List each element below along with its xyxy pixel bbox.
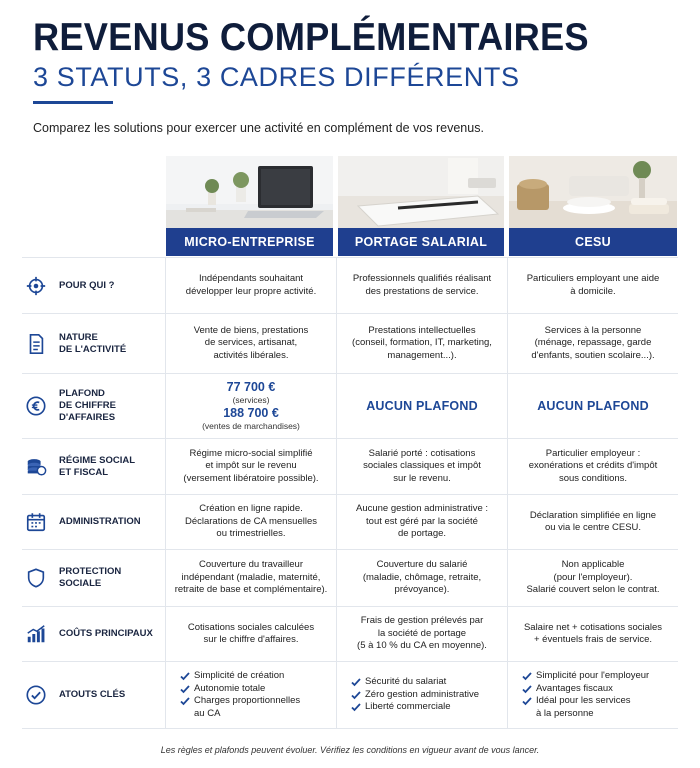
ceiling-services-amount: 77 700 € (226, 380, 276, 394)
target-icon (25, 275, 47, 297)
cell-portage (337, 662, 507, 728)
list-item: Avantages fiscaux (522, 683, 649, 696)
check-icon (522, 684, 532, 694)
check-icon (180, 696, 190, 706)
cell-portage: AUCUN PLAFOND (366, 398, 478, 413)
laptop-desk-photo (166, 156, 333, 228)
row-nature-activite (22, 313, 678, 373)
document-icon (25, 333, 47, 355)
cell-cesu: Salaire net + cotisations sociales + éventuels frais de service. (523, 621, 663, 645)
cell-portage: Aucune gestion administrative : tout est géré par la société de portage. (355, 503, 489, 540)
page-title: REVENUS COMPLÉMENTAIRES (33, 16, 589, 59)
list-item: Liberté commerciale (351, 701, 479, 714)
row-atouts (22, 661, 678, 729)
list-item: Autonomie totale (180, 683, 300, 696)
cell-micro: Couverture du travailleur indépendant (maladie, maternité, retraite de base et complémentaire). (174, 559, 328, 596)
shield-icon (25, 567, 47, 589)
list-item: Sécurité du salariat (351, 676, 479, 689)
row-label: RÉGIME SOCIAL ET FISCAL (59, 454, 136, 478)
row-pour-qui (22, 257, 678, 313)
ceiling-goods-amount: 188 700 € (223, 406, 279, 420)
check-icon (522, 671, 532, 681)
row-regime (22, 438, 678, 494)
cell-portage: Prestations intellectuelles (conseil, formation, IT, marketing, management...). (352, 324, 492, 361)
title-underline (33, 101, 113, 104)
cell-portage: Frais de gestion prélevés par la société de portage (5 à 10 % du CA en moyenne). (357, 615, 487, 652)
ceiling-goods-label: (ventes de marchandises) (202, 421, 300, 431)
row-label: PROTECTION SOCIALE (59, 566, 122, 589)
bar-chart-icon (25, 623, 47, 645)
cell-cesu: Particuliers employant une aide à domicile. (526, 273, 660, 297)
calendar-icon (25, 511, 47, 533)
cell-micro (166, 662, 336, 728)
row-plafond (22, 373, 678, 438)
ceiling-services-label: (services) (232, 395, 270, 405)
check-icon (180, 671, 190, 681)
cell-portage: Salarié porté : cotisations sociales classiques et impôt sur le revenu. (363, 447, 481, 484)
check-icon (522, 696, 532, 706)
check-icon (180, 684, 190, 694)
cell-cesu: AUCUN PLAFOND (537, 398, 649, 413)
row-label: PLAFOND DE CHIFFRE D'AFFAIRES (59, 388, 116, 423)
cell-cesu (508, 662, 678, 728)
row-label: POUR QUI ? (59, 279, 115, 291)
row-administration (22, 494, 678, 549)
list-item: Charges proportionnelles au CA (180, 695, 300, 720)
column-header-portage-salarial: PORTAGE SALARIAL (338, 228, 504, 256)
row-label: ADMINISTRATION (59, 516, 141, 527)
check-icon (351, 677, 361, 687)
row-couts (22, 606, 678, 661)
cell-micro (166, 374, 336, 438)
cell-portage: Couverture du salarié (maladie, chômage, retraite, prévoyance). (362, 559, 482, 596)
cell-cesu: Non applicable (pour l'employeur). Salarié couvert selon le contrat. (526, 559, 660, 596)
column-header-micro-entreprise: MICRO-ENTREPRISE (166, 228, 333, 256)
cell-cesu: Particulier employeur : exonérations et crédits d'impôt sous conditions. (528, 447, 658, 484)
page-subtitle: 3 STATUTS, 3 CADRES DIFFÉRENTS (33, 62, 520, 92)
list-item: Simplicité de création (180, 670, 300, 683)
cell-micro: Régime micro-social simplifié et impôt sur le revenu (versement libératoire possible). (183, 447, 319, 484)
coins-icon (25, 456, 47, 478)
euro-icon (25, 395, 47, 417)
list-item: Zéro gestion administrative (351, 689, 479, 702)
row-label: NATURE DE L'ACTIVITÉ (59, 331, 127, 355)
list-item: Simplicité pour l'employeur (522, 670, 649, 683)
list-item: Idéal pour les services à la personne (522, 695, 649, 720)
check-circle-icon (25, 684, 47, 706)
row-protection-sociale (22, 549, 678, 606)
footer-note: Les règles et plafonds peuvent évoluer. Vérifiez les conditions en vigueur avant de vous lancer. (160, 745, 540, 755)
row-label: ATOUTS CLÉS (59, 689, 126, 700)
check-icon (351, 702, 361, 712)
cell-cesu: Déclaration simplifiée en ligne ou via le centre CESU. (529, 509, 657, 533)
check-icon (351, 690, 361, 700)
row-label: COÛTS PRINCIPAUX (59, 628, 153, 639)
home-laundry-photo (509, 156, 677, 228)
notebook-pen-photo (338, 156, 504, 228)
cell-micro: Indépendants souhaitant développer leur propre activité. (185, 273, 317, 297)
cell-micro: Création en ligne rapide. Déclarations de CA mensuelles ou trimestrielles. (184, 503, 317, 540)
cell-micro: Cotisations sociales calculées sur le chiffre d'affaires. (187, 621, 315, 645)
cell-portage: Professionnels qualifiés réalisant des prestations de service. (352, 273, 492, 297)
cell-micro: Vente de biens, prestations de services, artisanat, activités libérales. (193, 324, 309, 361)
intro-text: Comparez les solutions pour exercer une activité en complément de vos revenus. (33, 121, 484, 135)
cell-cesu: Services à la personne (ménage, repassage, garde d'enfants, soutien scolaire...). (531, 324, 655, 361)
column-header-cesu: CESU (509, 228, 677, 256)
